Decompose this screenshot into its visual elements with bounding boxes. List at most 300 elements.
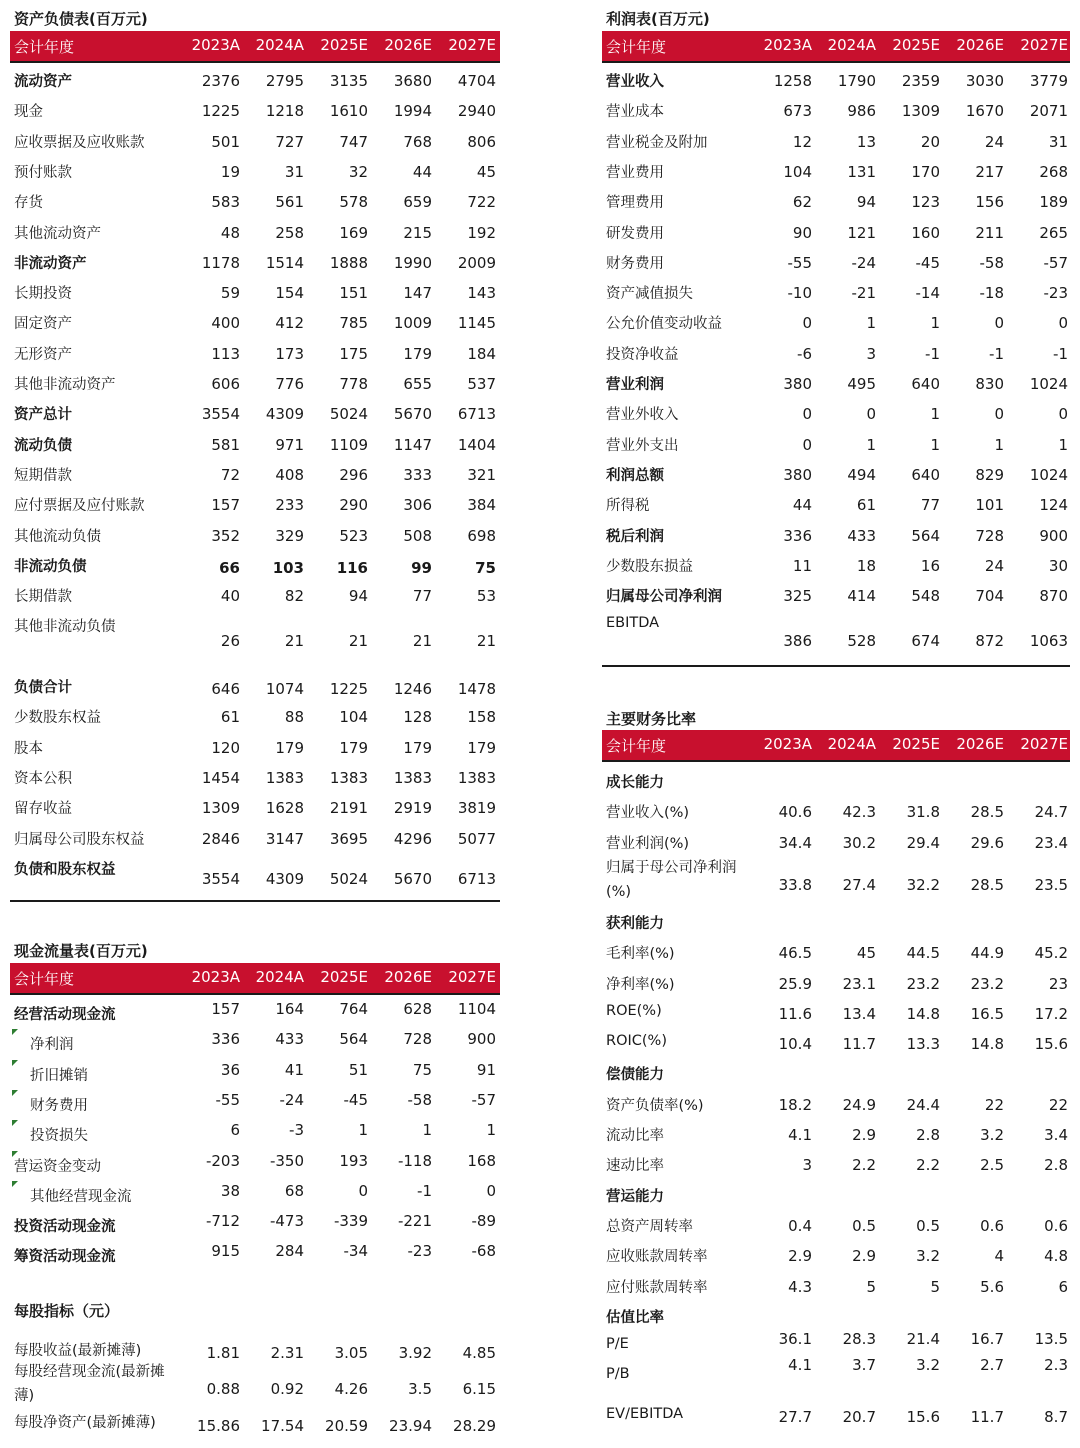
row-value: 3554	[201, 405, 240, 424]
row-value: -1	[989, 344, 1004, 363]
row-value: 0	[802, 405, 812, 424]
row-value: 143	[467, 284, 496, 303]
row-value: 6713	[457, 869, 496, 888]
row-value: 778	[339, 375, 368, 393]
row-label: 每股经营现金流(最新摊薄)	[14, 1364, 165, 1404]
row-value: -23	[1043, 284, 1068, 303]
row-value: 20.59	[325, 1417, 368, 1435]
row-label: 流动资产	[14, 74, 72, 90]
row-value: 33.8	[778, 875, 812, 894]
row-value: -1	[417, 1181, 432, 1200]
row-value: 44.9	[970, 944, 1004, 963]
row-value: 1145	[457, 314, 496, 333]
table-row	[602, 246, 1070, 276]
row-value: 674	[911, 632, 940, 650]
row-value: 986	[847, 102, 876, 121]
row-value: 0.6	[1044, 1216, 1068, 1235]
year-header: 2025E	[892, 36, 940, 54]
row-value: 91	[476, 1060, 496, 1079]
row-value: 24	[984, 132, 1004, 151]
row-value: 24.7	[1034, 803, 1068, 822]
row-value: 156	[975, 193, 1004, 212]
row-value: 306	[403, 496, 432, 515]
row-value: 101	[975, 496, 1004, 515]
table-row	[602, 185, 1070, 215]
row-value: 45.2	[1034, 944, 1068, 963]
row-value: 30.2	[842, 833, 876, 852]
row-value: 6	[230, 1121, 240, 1140]
table-row	[10, 64, 500, 94]
row-value: -68	[471, 1242, 496, 1261]
row-value: 4	[994, 1247, 1004, 1266]
row-value: 785	[339, 314, 368, 333]
row-value: -18	[979, 284, 1004, 303]
row-value: -57	[1043, 253, 1068, 272]
row-label: 短期借款	[14, 467, 72, 484]
row-value: 414	[847, 587, 876, 606]
row-value: 21	[412, 632, 432, 650]
year-header: 2023A	[763, 735, 812, 753]
row-value: -14	[915, 284, 940, 303]
table-row	[10, 1333, 500, 1363]
row-value: 1147	[393, 435, 432, 454]
row-value: 46.5	[778, 944, 812, 963]
row-label: 资本公积	[14, 770, 72, 787]
row-value: 1990	[393, 253, 432, 272]
row-value: 2376	[201, 72, 240, 90]
row-label: 应付账款周转率	[606, 1279, 708, 1296]
row-value: 21	[476, 632, 496, 650]
row-value: 0	[1058, 314, 1068, 333]
row-value: 169	[339, 223, 368, 242]
table-row	[602, 997, 1070, 1027]
table-row	[602, 1027, 1070, 1057]
row-value: 15.6	[1034, 1035, 1068, 1054]
row-value: 113	[211, 344, 240, 363]
ratios-title: 主要财务比率	[606, 710, 697, 728]
row-value: 3147	[265, 829, 304, 848]
row-value: 1	[994, 435, 1004, 454]
row-label: 其他流动负债	[14, 528, 101, 545]
row-value: 1246	[393, 680, 432, 698]
row-label: P/E	[606, 1336, 629, 1353]
row-label: 资产负债率(%)	[606, 1097, 704, 1114]
row-value: 179	[403, 344, 432, 363]
row-value: 3135	[329, 72, 368, 90]
table-row	[10, 276, 500, 306]
row-value: 2795	[265, 72, 304, 90]
row-value: 704	[975, 587, 1004, 606]
row-label: 财务费用	[30, 1097, 88, 1114]
row-value: 564	[911, 526, 940, 545]
row-value: 16.7	[970, 1330, 1004, 1349]
row-value: 77	[920, 496, 940, 515]
row-value: 32.2	[906, 875, 940, 894]
row-label: 速动比率	[606, 1158, 664, 1175]
year-header: 2027E	[1020, 735, 1068, 753]
row-label: 预付账款	[14, 164, 72, 181]
row-value: 646	[211, 680, 240, 698]
row-label: 负债合计	[14, 680, 72, 696]
table-row	[602, 94, 1070, 124]
row-value: 15.6	[906, 1408, 940, 1427]
row-value: 325	[783, 587, 812, 606]
table-row	[10, 94, 500, 124]
row-value: 655	[403, 375, 432, 393]
year-header: 2026E	[384, 36, 432, 54]
row-label: 投资损失	[30, 1128, 88, 1145]
table-row	[10, 1088, 500, 1118]
row-value: 17.2	[1034, 1004, 1068, 1023]
row-label: 营业利润(%)	[606, 835, 690, 852]
year-header: 2023A	[191, 36, 240, 54]
row-value: 640	[911, 375, 940, 393]
row-value: 1	[866, 435, 876, 454]
year-header: 2024A	[827, 36, 876, 54]
row-value: 2.2	[916, 1156, 940, 1175]
table-row	[602, 1179, 1070, 1209]
row-value: 768	[403, 132, 432, 151]
row-value: 94	[856, 193, 876, 212]
row-value: 4.1	[788, 1356, 812, 1375]
row-value: 971	[275, 435, 304, 454]
row-label: 流动负债	[14, 437, 72, 454]
row-label: 资产总计	[14, 407, 72, 424]
row-value: 19	[220, 162, 240, 181]
table-row	[10, 549, 500, 579]
row-value: 386	[783, 632, 812, 650]
row-value: 51	[348, 1060, 368, 1079]
row-value: 3.2	[916, 1247, 940, 1266]
row-value: 154	[275, 284, 304, 303]
row-value: -21	[851, 284, 876, 303]
table-row	[602, 826, 1070, 856]
row-value: 640	[911, 465, 940, 484]
table-row	[602, 795, 1070, 825]
table-row	[10, 997, 500, 1027]
row-value: 673	[783, 102, 812, 121]
row-value: 27.4	[842, 875, 876, 894]
row-value: 28.5	[970, 803, 1004, 822]
table-row	[602, 64, 1070, 94]
row-value: -24	[279, 1090, 304, 1109]
row-value: 192	[467, 223, 496, 242]
cash-flow-title: 现金流量表(百万元)	[14, 942, 148, 960]
row-value: 62	[792, 193, 812, 212]
row-label: ROE(%)	[606, 1002, 662, 1019]
row-value: 4.85	[462, 1344, 496, 1362]
table-row	[602, 519, 1070, 549]
row-value: 233	[275, 496, 304, 515]
row-label: 资产减值损失	[606, 286, 693, 303]
row-value: 66	[219, 558, 240, 577]
row-label: 毛利率(%)	[606, 946, 675, 963]
table-row	[602, 306, 1070, 336]
row-value: 30	[1048, 556, 1068, 575]
row-label: 归属母公司净利润	[606, 589, 722, 606]
row-value: 124	[1039, 496, 1068, 515]
row-value: 6.15	[462, 1380, 496, 1398]
row-value: 13.5	[1034, 1330, 1068, 1349]
row-value: 211	[975, 223, 1004, 242]
row-value: 2.9	[852, 1126, 876, 1144]
row-value: 4309	[265, 869, 304, 888]
row-value: 160	[911, 223, 940, 242]
row-value: 583	[211, 193, 240, 212]
row-value: 11.7	[842, 1035, 876, 1054]
table-row	[602, 856, 1070, 900]
table-row	[10, 367, 500, 397]
row-value: 36.1	[778, 1330, 812, 1349]
row-value: -1	[1053, 344, 1068, 363]
row-label: 管理费用	[606, 195, 664, 212]
table-row	[602, 936, 1070, 966]
table-row	[10, 185, 500, 215]
row-label: 流动比率	[606, 1128, 664, 1144]
row-value: 321	[467, 465, 496, 484]
row-value: -6	[797, 344, 812, 363]
row-value: -350	[269, 1151, 304, 1170]
row-value: 147	[403, 284, 432, 303]
year-header: 2025E	[320, 36, 368, 54]
row-value: -34	[343, 1242, 368, 1261]
row-value: 1	[866, 314, 876, 333]
row-value: 258	[275, 223, 304, 242]
table-row	[602, 1300, 1070, 1330]
row-value: -473	[269, 1212, 304, 1231]
row-value: 179	[275, 738, 304, 757]
row-value: 0.88	[206, 1380, 240, 1398]
row-value: 384	[467, 496, 496, 515]
row-value: 2940	[457, 102, 496, 121]
table-row	[10, 1239, 500, 1269]
row-value: 21.4	[906, 1330, 940, 1349]
row-value: 0	[866, 405, 876, 424]
row-value: -89	[471, 1212, 496, 1231]
row-value: 11	[792, 556, 812, 575]
row-value: 90	[792, 223, 812, 242]
row-label: 应付票据及应付账款	[14, 498, 145, 515]
row-value: 59	[220, 284, 240, 303]
row-label: 存货	[14, 195, 43, 212]
row-label: 少数股东权益	[14, 710, 101, 727]
row-label: 公允价值变动收益	[606, 316, 722, 333]
row-value: 61	[856, 496, 876, 515]
row-value: 94	[348, 587, 368, 606]
row-value: 77	[412, 587, 432, 606]
table-row	[10, 306, 500, 336]
row-value: 776	[275, 375, 304, 393]
year-header: 2024A	[255, 968, 304, 986]
row-value: 42.3	[842, 803, 876, 822]
row-label: 归属于母公司净利润(%)	[606, 859, 737, 900]
row-value: 5	[866, 1277, 876, 1296]
row-value: 11.6	[778, 1004, 812, 1023]
table-row	[10, 216, 500, 246]
row-value: 20.7	[842, 1408, 876, 1427]
table-row	[602, 1088, 1070, 1118]
row-value: 900	[467, 1030, 496, 1049]
row-value: 1258	[773, 72, 812, 90]
table-row	[602, 1356, 1070, 1390]
table-row	[602, 367, 1070, 397]
table-row	[10, 1405, 500, 1435]
row-value: 0.6	[980, 1216, 1004, 1235]
row-value: 53	[476, 587, 496, 606]
row-value: 872	[975, 632, 1004, 650]
income-statement-header	[602, 31, 1070, 63]
income-statement-end-line	[602, 665, 1070, 667]
row-value: 1109	[329, 435, 368, 454]
row-label: EV/EBITDA	[606, 1406, 684, 1423]
row-value: 0	[486, 1181, 496, 1200]
row-label: 偿债能力	[606, 1067, 664, 1084]
row-value: 4296	[393, 829, 432, 848]
table-row	[602, 337, 1070, 367]
table-row	[10, 246, 500, 276]
row-value: -221	[397, 1212, 432, 1231]
row-value: 131	[847, 162, 876, 181]
table-row	[10, 1149, 500, 1179]
row-value: 1610	[329, 102, 368, 121]
row-value: 3680	[393, 72, 432, 90]
row-value: 2191	[329, 799, 368, 818]
row-value: 1790	[837, 72, 876, 90]
cell-marker-icon	[12, 1029, 18, 1035]
table-row	[602, 125, 1070, 155]
balance-sheet-panel	[10, 0, 500, 910]
row-value: 352	[211, 526, 240, 545]
row-value: 0	[802, 435, 812, 454]
table-row	[10, 397, 500, 427]
table-row	[602, 488, 1070, 518]
row-label: 无形资产	[14, 346, 72, 363]
row-value: 296	[339, 465, 368, 484]
row-value: 179	[339, 738, 368, 757]
table-row	[10, 579, 500, 609]
table-row	[10, 852, 500, 888]
row-value: 4.8	[1044, 1247, 1068, 1266]
row-value: 48	[220, 223, 240, 242]
row-value: 88	[284, 708, 304, 727]
row-value: 2.5	[980, 1156, 1004, 1175]
row-value: 189	[1039, 193, 1068, 212]
row-value: 16.5	[970, 1004, 1004, 1023]
row-value: 29.4	[906, 833, 940, 852]
row-value: -55	[215, 1090, 240, 1109]
table-row	[602, 1239, 1070, 1269]
row-value: 4.3	[788, 1277, 812, 1296]
row-value: 1074	[265, 680, 304, 698]
row-value: 3	[866, 344, 876, 363]
year-header: 2025E	[892, 735, 940, 753]
row-value: -58	[979, 253, 1004, 272]
table-row	[10, 1209, 500, 1239]
row-label: 归属母公司股东权益	[14, 831, 145, 848]
row-value: 830	[975, 375, 1004, 393]
row-value: 2009	[457, 253, 496, 272]
row-value: 284	[275, 1242, 304, 1261]
row-value: 28.3	[842, 1330, 876, 1349]
table-row	[602, 906, 1070, 936]
row-value: 523	[339, 526, 368, 545]
row-value: 2071	[1029, 102, 1068, 121]
table-row	[10, 1058, 500, 1088]
row-value: 915	[211, 1242, 240, 1261]
row-value: 0	[994, 314, 1004, 333]
row-value: 40	[220, 587, 240, 606]
row-value: 184	[467, 344, 496, 363]
row-label: 其他经营现金流	[30, 1188, 132, 1205]
row-value: 0	[1058, 405, 1068, 424]
table-row	[10, 337, 500, 367]
table-row	[10, 1118, 500, 1148]
row-value: 23.5	[1034, 875, 1068, 894]
row-value: 75	[412, 1060, 432, 1079]
row-value: 123	[911, 193, 940, 212]
row-value: 1309	[901, 102, 940, 121]
header-label: 会计年度	[14, 38, 75, 56]
row-label: 其他流动资产	[14, 225, 101, 242]
row-value: 501	[211, 132, 240, 151]
row-value: 72	[220, 465, 240, 484]
row-value: 3.05	[334, 1344, 368, 1362]
table-row	[10, 822, 500, 852]
row-value: 333	[403, 465, 432, 484]
table-row	[602, 1270, 1070, 1300]
row-value: 2.2	[852, 1156, 876, 1175]
row-value: 45	[856, 944, 876, 963]
ratios-header	[602, 730, 1070, 762]
row-label: 固定资产	[14, 316, 72, 333]
row-label: 应收票据及应收账款	[14, 134, 145, 151]
balance-sheet-header	[10, 31, 500, 63]
table-row	[602, 1057, 1070, 1087]
row-value: 5.6	[980, 1277, 1004, 1296]
row-label: 总资产周转率	[606, 1218, 693, 1235]
year-header: 2023A	[763, 36, 812, 54]
row-value: -1	[925, 344, 940, 363]
table-row	[602, 216, 1070, 246]
cash-flow-header	[10, 963, 500, 995]
row-value: 548	[911, 587, 940, 606]
row-value: 23.2	[906, 974, 940, 993]
row-value: 157	[211, 1000, 240, 1018]
row-label: 经营活动现金流	[14, 1007, 116, 1023]
table-row	[10, 609, 500, 650]
row-value: 336	[211, 1030, 240, 1049]
row-value: 5670	[393, 405, 432, 424]
row-label: 净利润	[30, 1037, 74, 1054]
row-value: 764	[339, 1000, 368, 1018]
row-value: 1	[358, 1121, 368, 1140]
row-value: 99	[411, 558, 432, 577]
row-value: 103	[272, 558, 304, 577]
row-label: 营运能力	[606, 1188, 664, 1205]
row-label: 非流动资产	[14, 255, 87, 272]
row-value: 22	[984, 1095, 1004, 1114]
row-value: 290	[339, 496, 368, 515]
row-value: 3.4	[1044, 1126, 1068, 1144]
row-label: 非流动负债	[14, 558, 87, 575]
row-label: 成长能力	[606, 775, 664, 791]
row-label: 营业成本	[606, 104, 664, 121]
year-header: 2027E	[1020, 36, 1068, 54]
row-value: 1514	[265, 253, 304, 272]
row-value: 2359	[901, 72, 940, 90]
row-value: -57	[471, 1090, 496, 1109]
row-value: 1994	[393, 102, 432, 121]
